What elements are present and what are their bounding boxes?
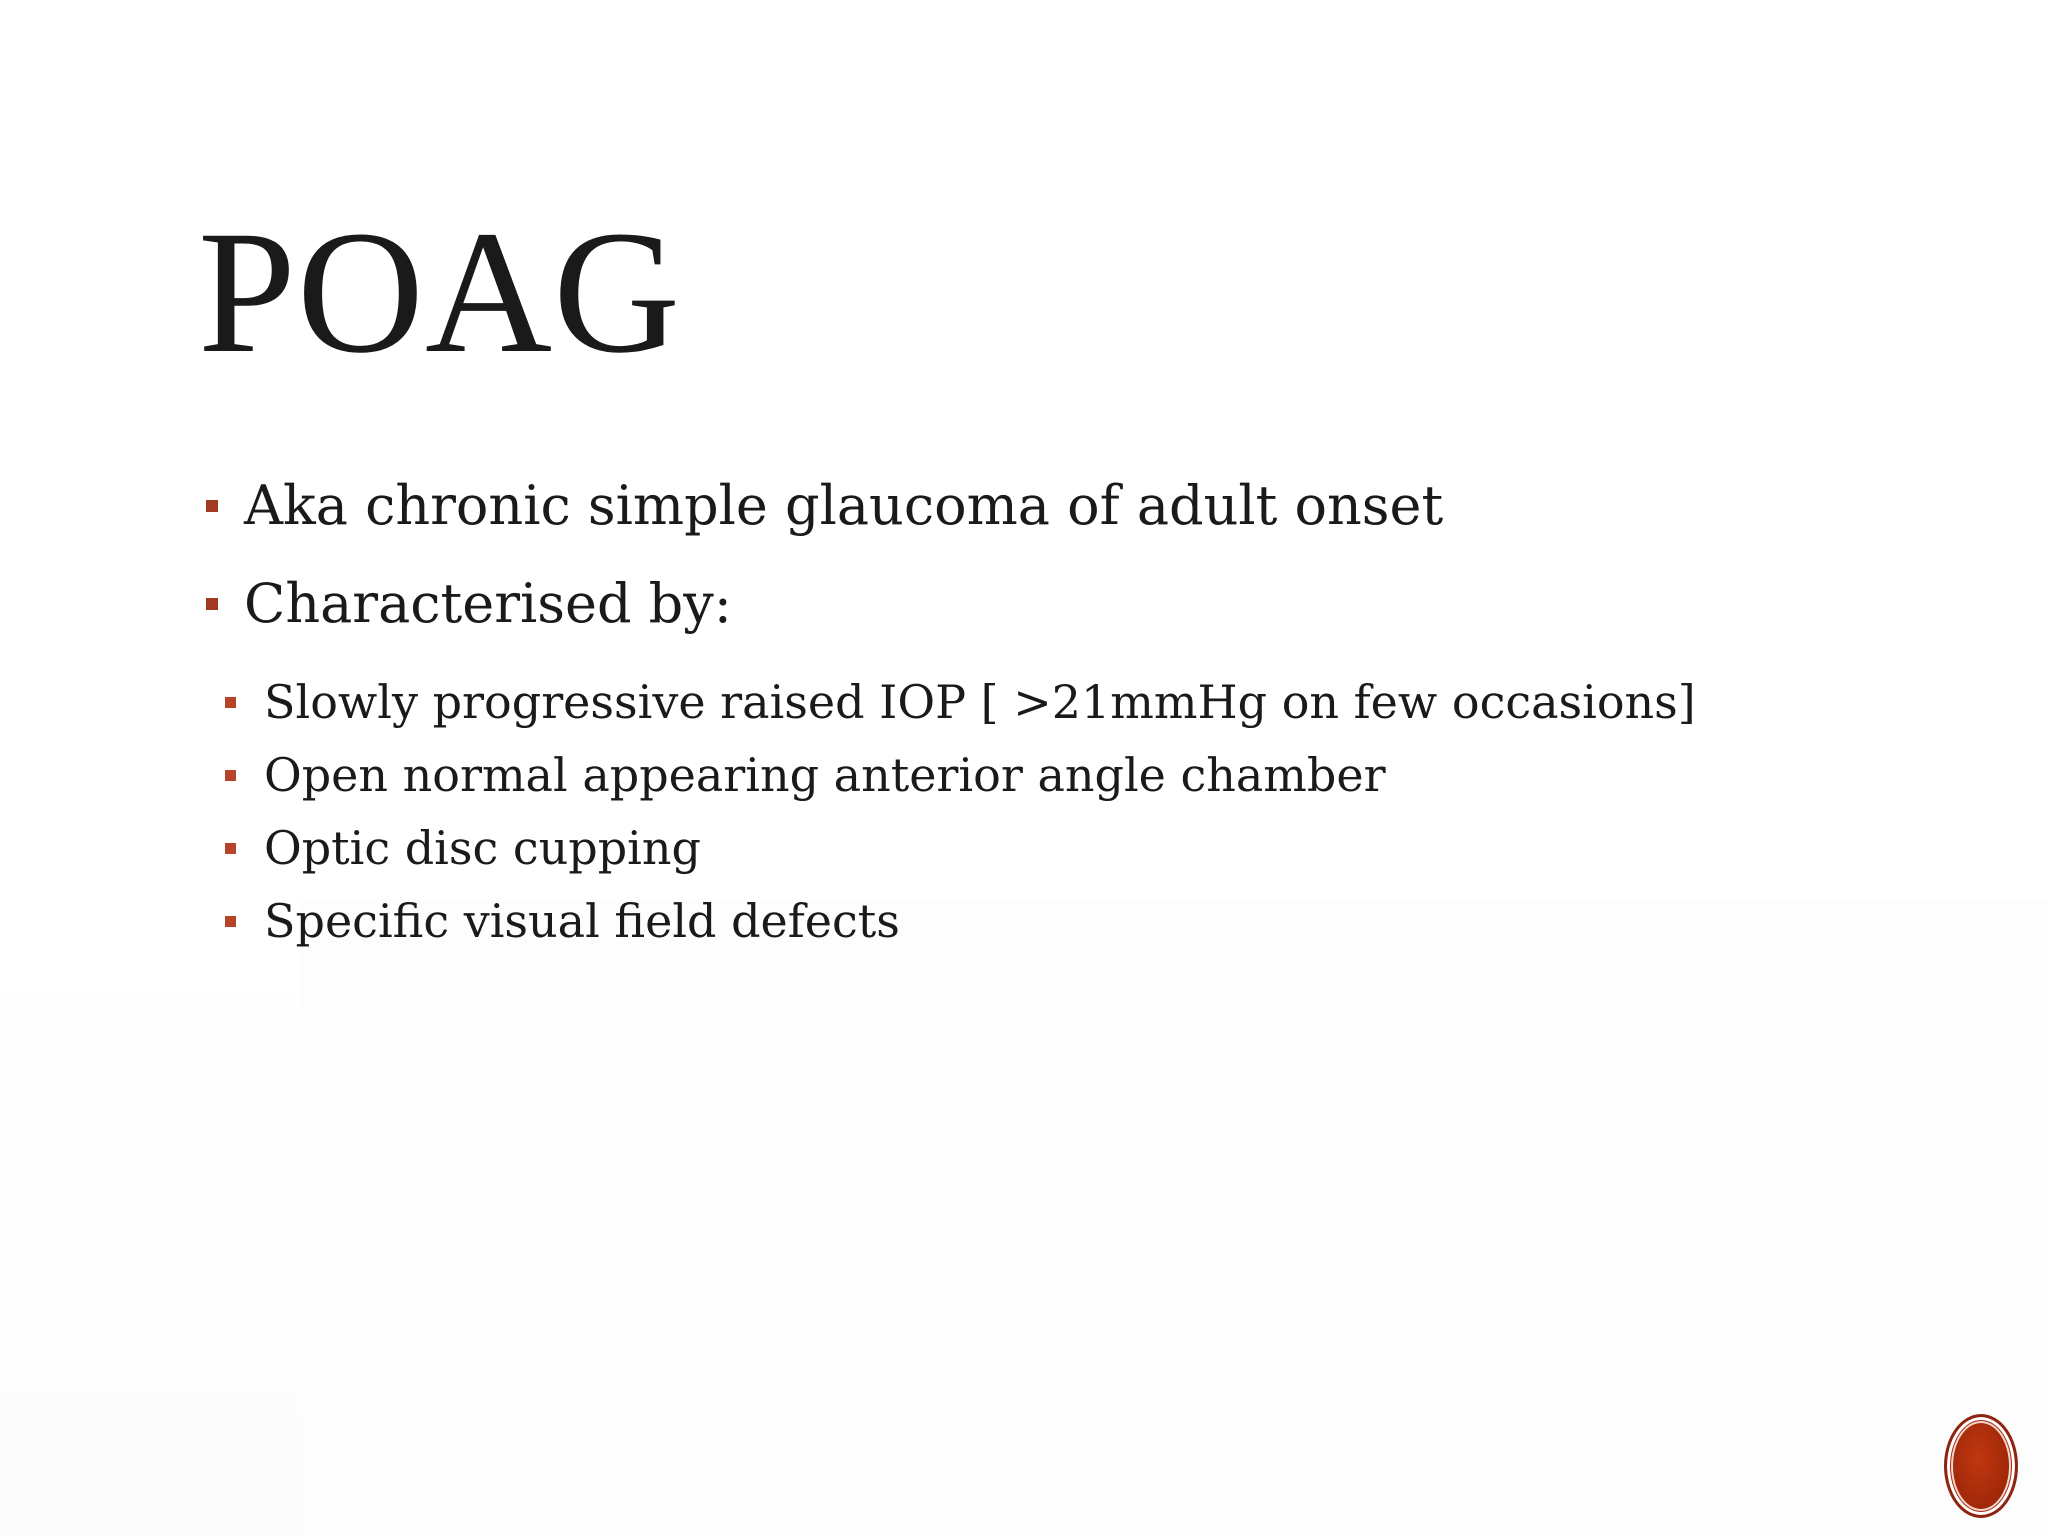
slide-content — [200, 470, 1900, 958]
sub-bullet-list — [218, 666, 1900, 958]
sub-bullet-item — [218, 666, 1900, 739]
nav-button-ring — [1951, 1421, 2011, 1511]
square-bullet-icon — [206, 598, 218, 610]
bullet-list — [200, 470, 1900, 640]
square-bullet-icon — [225, 770, 236, 781]
sub-bullet-item — [218, 885, 1900, 958]
sub-bullet-text: Slowly progressive raised IOP [ >21mmHg on few occasions] — [264, 675, 1696, 729]
bullet-text: Aka chronic simple glaucoma of adult onset — [244, 474, 1444, 537]
square-bullet-icon — [225, 697, 236, 708]
bullet-item — [200, 568, 1900, 640]
sub-bullet-text: Optic disc cupping — [264, 821, 701, 875]
bullet-item — [200, 470, 1900, 542]
square-bullet-icon — [225, 843, 236, 854]
background-shade — [300, 900, 2048, 1536]
sub-bullet-text: Specific visual field defects — [264, 894, 900, 948]
bullet-text: Characterised by: — [244, 572, 732, 635]
circle-nav-button-icon[interactable] — [1944, 1414, 2018, 1518]
sub-bullet-text: Open normal appearing anterior angle chamber — [264, 748, 1386, 802]
square-bullet-icon — [206, 500, 218, 512]
sub-bullet-item — [218, 812, 1900, 885]
slide-title: POAG — [198, 195, 682, 390]
sub-bullet-item — [218, 739, 1900, 812]
square-bullet-icon — [225, 916, 236, 927]
